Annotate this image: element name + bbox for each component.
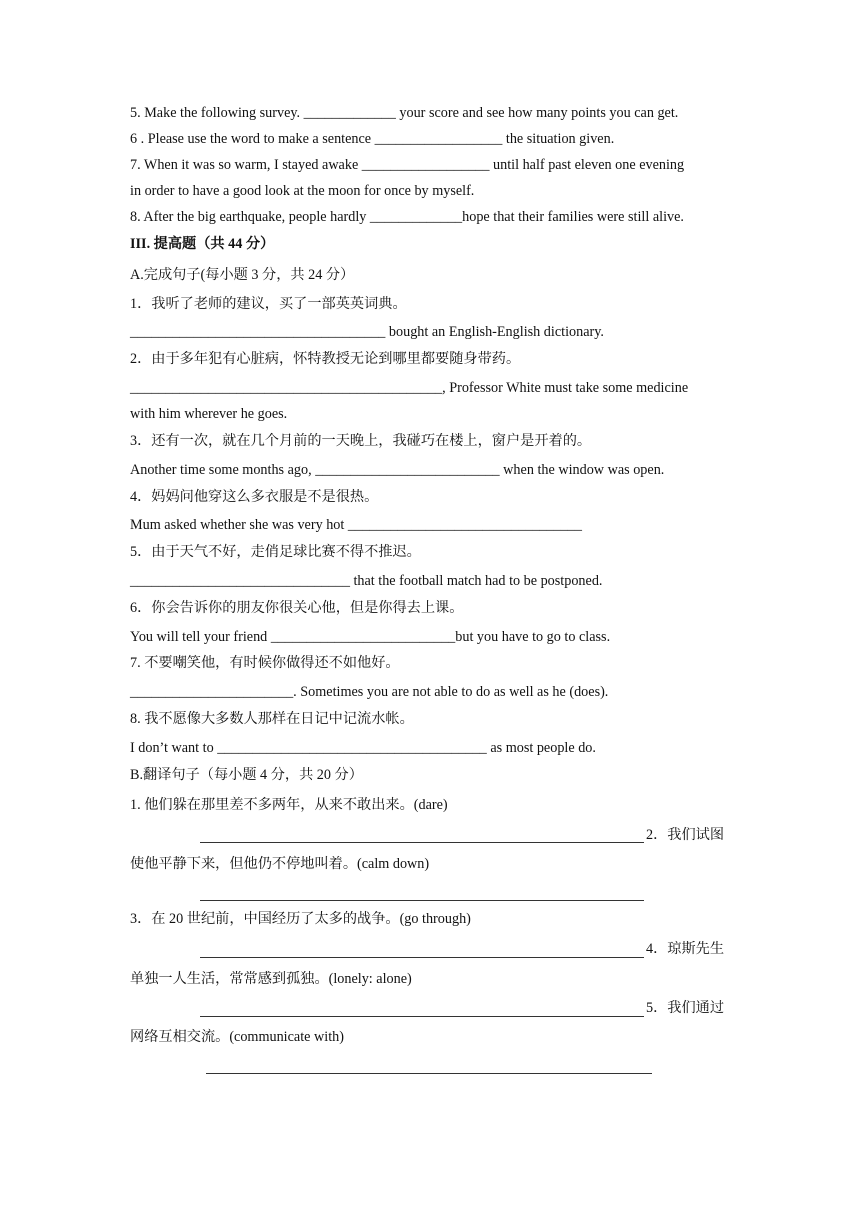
part-a-item-1-zh: 1．我听了老师的建议，买了一部英英词典。 bbox=[130, 296, 407, 312]
part-a-item-6-en: You will tell your friend __________________________but you have to go to class. bbox=[130, 629, 611, 645]
question-8: 8. After the big earthquake, people hardly _____________hope that their families were still alive. bbox=[130, 209, 684, 225]
section-3-title: III. 提高题（共 44 分） bbox=[130, 236, 275, 252]
part-a-item-8-zh: 8. 我不愿像大多数人那样在日记中记流水帐。 bbox=[130, 711, 414, 727]
question-5: 5. Make the following survey. _____________ your score and see how many points you can get. bbox=[130, 105, 679, 121]
part-a-item-4-zh: 4．妈妈问他穿这么多衣服是不是很热。 bbox=[130, 489, 379, 505]
part-a-item-6-zh: 6．你会告诉你的朋友你很关心他，但是你得去上课。 bbox=[130, 600, 464, 616]
part-a-item-8-en: I don’t want to ______________________________________ as most people do. bbox=[130, 740, 596, 756]
part-b-title: B.翻译句子（每小题 4 分，共 20 分） bbox=[130, 767, 363, 783]
part-a-title: A.完成句子(每小题 3 分，共 24 分） bbox=[130, 267, 355, 283]
answer-line-2 bbox=[200, 900, 644, 901]
part-a-item-2-en-continued: with him wherever he goes. bbox=[130, 406, 288, 422]
part-a-item-4-en: Mum asked whether she was very hot _________________________________ bbox=[130, 517, 582, 533]
part-b-item-5-end: 网络互相交流。(communicate with) bbox=[130, 1029, 344, 1045]
part-a-item-1-en: ____________________________________ bought an English-English dictionary. bbox=[130, 324, 604, 340]
part-b-item-3: 3．在 20 世纪前，中国经历了太多的战争。(go through) bbox=[130, 911, 471, 927]
answer-line-4 bbox=[200, 1016, 644, 1017]
question-6: 6 . Please use the word to make a sentence __________________ the situation given. bbox=[130, 131, 615, 147]
part-a-item-2-zh: 2．由于多年犯有心脏病，怀特教授无论到哪里都要随身带药。 bbox=[130, 351, 521, 367]
part-b-item-4-start: 4．琼斯先生 bbox=[646, 941, 725, 957]
question-7-continued: in order to have a good look at the moon for once by myself. bbox=[130, 183, 475, 199]
question-7: 7. When it was so warm, I stayed awake __________________ until half past eleven one evening bbox=[130, 157, 685, 173]
part-b-item-4-end: 单独一人生活，常常感到孤独。(lonely: alone) bbox=[130, 971, 412, 987]
answer-line-5 bbox=[206, 1073, 652, 1074]
part-b-item-1: 1. 他们躲在那里差不多两年，从来不敢出来。(dare) bbox=[130, 797, 448, 813]
part-a-item-2-en: ____________________________________________, Professor White must take some medicine bbox=[130, 380, 689, 396]
answer-line-1 bbox=[200, 842, 644, 843]
part-b-item-2-start: 2．我们试图 bbox=[646, 827, 725, 843]
part-a-item-7-zh: 7. 不要嘲笑他，有时候你做得还不如他好。 bbox=[130, 655, 400, 671]
part-b-item-5-start: 5．我们通过 bbox=[646, 1000, 725, 1016]
part-a-item-3-en: Another time some months ago, __________________________ when the window was open. bbox=[130, 462, 665, 478]
part-a-item-5-en: _______________________________ that the football match had to be postponed. bbox=[130, 573, 603, 589]
part-a-item-5-zh: 5．由于天气不好，走俏足球比赛不得不推迟。 bbox=[130, 544, 421, 560]
part-b-item-2-end: 使他平静下来，但他仍不停地叫着。(calm down) bbox=[130, 856, 430, 872]
part-a-item-3-zh: 3．还有一次，就在几个月前的一天晚上，我碰巧在楼上，窗户是开着的。 bbox=[130, 433, 592, 449]
answer-line-3 bbox=[200, 957, 644, 958]
part-a-item-7-en: _______________________. Sometimes you are not able to do as well as he (does). bbox=[130, 684, 609, 700]
